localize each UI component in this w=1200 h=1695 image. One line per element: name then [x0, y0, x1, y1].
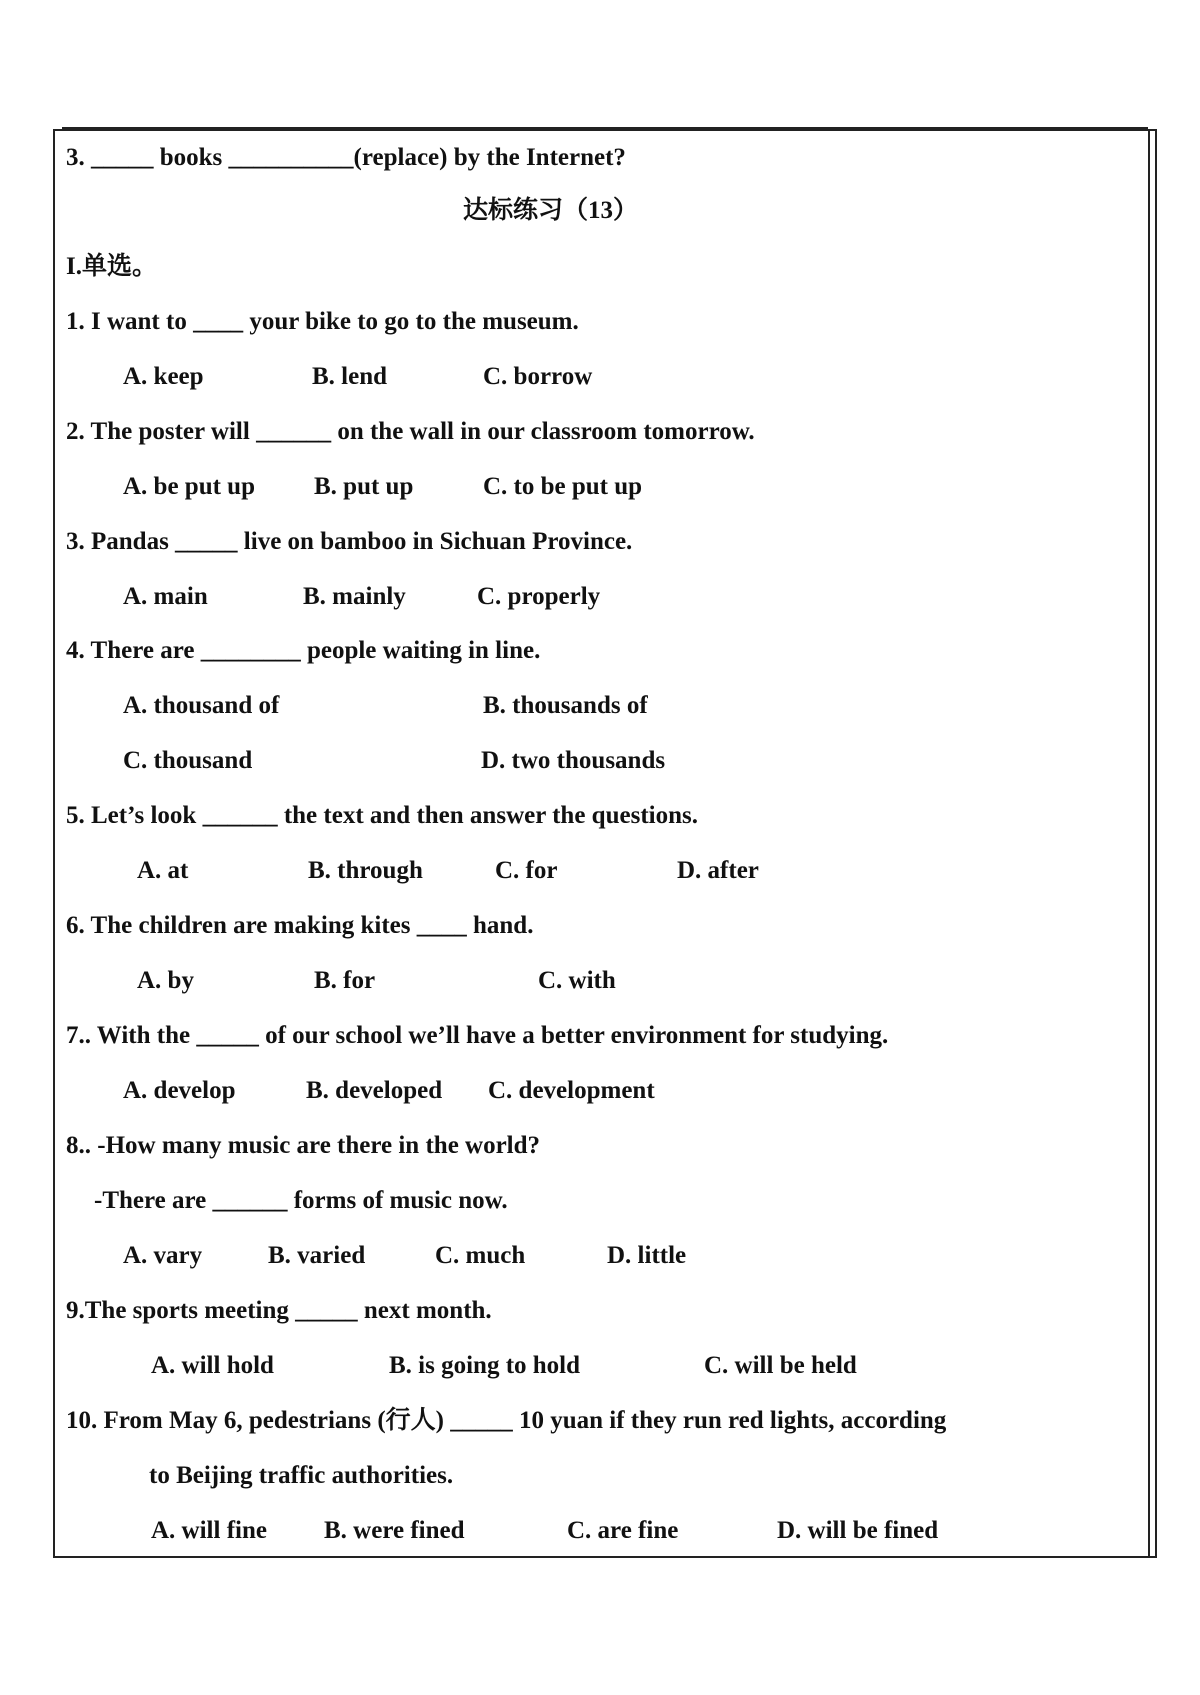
- question-line: 3. _____ books __________(replace) by the Internet?: [66, 144, 626, 171]
- option: A. at: [137, 857, 189, 884]
- option: A. thousand of: [123, 692, 280, 719]
- option: C. borrow: [483, 363, 593, 390]
- option: C. thousand: [123, 747, 253, 774]
- option: A. keep: [123, 363, 204, 390]
- option: B. mainly: [303, 583, 406, 610]
- option: C. much: [435, 1242, 526, 1269]
- option: B. through: [308, 857, 423, 884]
- question-line: 7.. With the _____ of our school we’ll have a better environment for studying.: [66, 1022, 889, 1049]
- option: C. to be put up: [483, 473, 643, 500]
- section-title: 达标练习（13）: [463, 197, 639, 224]
- right-column-divider: [1148, 131, 1150, 1556]
- question-line: 2. The poster will ______ on the wall in our classroom tomorrow.: [66, 418, 755, 445]
- option: B. developed: [306, 1077, 443, 1104]
- option: A. will fine: [151, 1517, 267, 1544]
- question-line: 1. I want to ____ your bike to go to the museum.: [66, 308, 579, 335]
- option: C. properly: [477, 583, 601, 610]
- option: C. will be held: [704, 1352, 857, 1379]
- question-line: 9.The sports meeting _____ next month.: [66, 1297, 492, 1324]
- option: A. develop: [123, 1077, 236, 1104]
- option: C. are fine: [567, 1517, 679, 1544]
- option: C. development: [488, 1077, 655, 1104]
- option: B. were fined: [324, 1517, 465, 1544]
- question-line: 4. There are ________ people waiting in line.: [66, 637, 541, 664]
- option: D. after: [677, 857, 759, 884]
- question-line: 10. From May 6, pedestrians (行人) _____ 10 yuan if they run red lights, according: [66, 1407, 947, 1434]
- option: B. is going to hold: [389, 1352, 581, 1379]
- option: A. vary: [123, 1242, 203, 1269]
- option: B. lend: [312, 363, 388, 390]
- question-line: 5. Let’s look ______ the text and then answer the questions.: [66, 802, 698, 829]
- option: B. for: [314, 967, 376, 994]
- option: C. for: [495, 857, 558, 884]
- worksheet-table: [53, 129, 1157, 1558]
- question-line: 6. The children are making kites ____ hand.: [66, 912, 534, 939]
- question-line: -There are ______ forms of music now.: [94, 1187, 508, 1214]
- option: B. varied: [268, 1242, 366, 1269]
- option: A. will hold: [151, 1352, 274, 1379]
- section-heading: I.单选。: [66, 253, 157, 280]
- option: A. by: [137, 967, 194, 994]
- question-line: to Beijing traffic authorities.: [149, 1462, 454, 1489]
- option: C. with: [538, 967, 616, 994]
- option: A. be put up: [123, 473, 255, 500]
- option: D. two thousands: [481, 747, 666, 774]
- option: B. thousands of: [483, 692, 648, 719]
- option: D. will be fined: [777, 1517, 939, 1544]
- option: B. put up: [314, 473, 414, 500]
- option: D. little: [607, 1242, 687, 1269]
- option: A. main: [123, 583, 208, 610]
- question-line: 3. Pandas _____ live on bamboo in Sichuan Province.: [66, 528, 633, 555]
- question-line: 8.. -How many music are there in the world?: [66, 1132, 541, 1159]
